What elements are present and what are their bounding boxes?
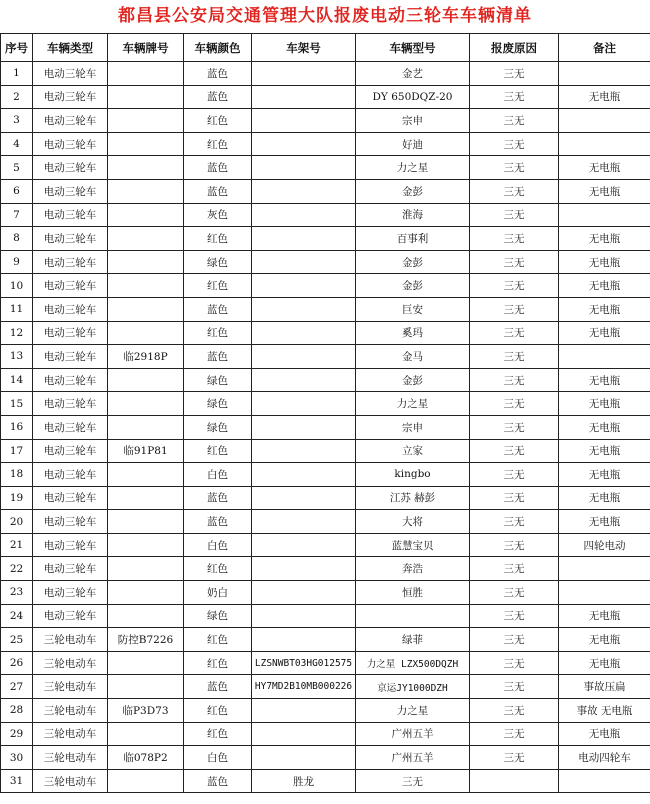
color-cell: 绿色 (184, 604, 252, 628)
table-row (1, 250, 650, 274)
seq-cell: 26 (1, 651, 33, 675)
table-row (1, 227, 650, 251)
seq-cell: 17 (1, 439, 33, 463)
vehicle-type-cell: 三轮电动车 (33, 769, 108, 793)
vehicle-type-cell: 电动三轮车 (33, 581, 108, 605)
plate-number-cell (108, 85, 184, 109)
model-cell: 奔浩 (356, 557, 470, 581)
color-cell: 绿色 (184, 415, 252, 439)
seq-cell: 1 (1, 62, 33, 86)
seq-cell: 29 (1, 722, 33, 746)
remark-cell: 无电瓶 (559, 415, 650, 439)
column-header: 序号 (1, 34, 33, 62)
color-cell: 绿色 (184, 392, 252, 416)
color-cell: 蓝色 (184, 62, 252, 86)
column-header: 备注 (559, 34, 650, 62)
color-cell: 红色 (184, 439, 252, 463)
reason-cell: 三无 (470, 675, 559, 699)
frame-number-cell (252, 109, 356, 133)
reason-cell: 三无 (470, 581, 559, 605)
color-cell: 红色 (184, 132, 252, 156)
seq-cell: 4 (1, 132, 33, 156)
reason-cell: 三无 (470, 628, 559, 652)
plate-number-cell (108, 486, 184, 510)
seq-cell: 10 (1, 274, 33, 298)
vehicle-type-cell: 电动三轮车 (33, 415, 108, 439)
model-cell: 金彭 (356, 274, 470, 298)
plate-number-cell (108, 557, 184, 581)
reason-cell: 三无 (470, 439, 559, 463)
remark-cell: 无电瓶 (559, 321, 650, 345)
vehicle-type-cell: 电动三轮车 (33, 297, 108, 321)
remark-cell: 无电瓶 (559, 651, 650, 675)
vehicle-type-cell: 电动三轮车 (33, 156, 108, 180)
frame-number-cell (252, 203, 356, 227)
remark-cell: 无电瓶 (559, 510, 650, 534)
plate-number-cell (108, 604, 184, 628)
frame-number-cell: LZSNWBT03HG012575 (252, 651, 356, 675)
reason-cell: 三无 (470, 415, 559, 439)
column-header: 车辆颜色 (184, 34, 252, 62)
model-cell: 好迪 (356, 132, 470, 156)
remark-cell: 无电瓶 (559, 463, 650, 487)
frame-number-cell (252, 250, 356, 274)
reason-cell: 三无 (470, 533, 559, 557)
vehicle-type-cell: 电动三轮车 (33, 486, 108, 510)
remark-cell: 无电瓶 (559, 368, 650, 392)
table-row (1, 486, 650, 510)
model-cell: 大将 (356, 510, 470, 534)
seq-cell: 9 (1, 250, 33, 274)
seq-cell: 22 (1, 557, 33, 581)
frame-number-cell (252, 62, 356, 86)
reason-cell: 三无 (470, 132, 559, 156)
vehicle-type-cell: 电动三轮车 (33, 274, 108, 298)
model-cell: 广州五羊 (356, 722, 470, 746)
frame-number-cell (252, 227, 356, 251)
seq-cell: 11 (1, 297, 33, 321)
reason-cell: 三无 (470, 486, 559, 510)
seq-cell: 30 (1, 746, 33, 770)
vehicle-type-cell: 三轮电动车 (33, 699, 108, 723)
color-cell: 红色 (184, 651, 252, 675)
remark-cell: 无电瓶 (559, 85, 650, 109)
seq-cell: 19 (1, 486, 33, 510)
seq-cell: 14 (1, 368, 33, 392)
table-row (1, 769, 650, 793)
color-cell: 蓝色 (184, 486, 252, 510)
reason-cell: 三无 (470, 345, 559, 369)
model-cell (356, 604, 470, 628)
frame-number-cell (252, 581, 356, 605)
plate-number-cell (108, 675, 184, 699)
reason-cell: 三无 (470, 109, 559, 133)
seq-cell: 27 (1, 675, 33, 699)
table-row (1, 699, 650, 723)
seq-cell: 28 (1, 699, 33, 723)
table-row (1, 722, 650, 746)
reason-cell: 三无 (470, 156, 559, 180)
remark-cell (559, 203, 650, 227)
vehicle-type-cell: 电动三轮车 (33, 392, 108, 416)
reason-cell (470, 769, 559, 793)
frame-number-cell (252, 179, 356, 203)
frame-number-cell (252, 85, 356, 109)
remark-cell: 无电瓶 (559, 486, 650, 510)
color-cell: 红色 (184, 557, 252, 581)
model-cell: 京运JY1000DZH (356, 675, 470, 699)
color-cell: 灰色 (184, 203, 252, 227)
vehicle-type-cell: 三轮电动车 (33, 675, 108, 699)
color-cell: 蓝色 (184, 179, 252, 203)
remark-cell (559, 109, 650, 133)
table-row (1, 274, 650, 298)
remark-cell (559, 345, 650, 369)
vehicle-type-cell: 电动三轮车 (33, 203, 108, 227)
reason-cell: 三无 (470, 274, 559, 298)
table-row (1, 392, 650, 416)
model-cell: 江苏 赫彭 (356, 486, 470, 510)
color-cell: 蓝色 (184, 297, 252, 321)
remark-cell: 事故 无电瓶 (559, 699, 650, 723)
remark-cell: 事故压扁 (559, 675, 650, 699)
frame-number-cell (252, 368, 356, 392)
remark-cell: 无电瓶 (559, 392, 650, 416)
table-row (1, 345, 650, 369)
reason-cell: 三无 (470, 85, 559, 109)
table-row (1, 439, 650, 463)
vehicle-type-cell: 电动三轮车 (33, 132, 108, 156)
plate-number-cell (108, 722, 184, 746)
vehicle-type-cell: 电动三轮车 (33, 368, 108, 392)
color-cell: 绿色 (184, 368, 252, 392)
plate-number-cell (108, 109, 184, 133)
table-row (1, 85, 650, 109)
seq-cell: 3 (1, 109, 33, 133)
vehicle-type-cell: 电动三轮车 (33, 604, 108, 628)
vehicle-type-cell: 电动三轮车 (33, 345, 108, 369)
color-cell: 白色 (184, 533, 252, 557)
remark-cell: 电动四轮车 (559, 746, 650, 770)
plate-number-cell (108, 368, 184, 392)
column-header: 车辆类型 (33, 34, 108, 62)
frame-number-cell (252, 746, 356, 770)
seq-cell: 16 (1, 415, 33, 439)
reason-cell: 三无 (470, 203, 559, 227)
reason-cell: 三无 (470, 227, 559, 251)
reason-cell: 三无 (470, 722, 559, 746)
reason-cell: 三无 (470, 557, 559, 581)
seq-cell: 24 (1, 604, 33, 628)
vehicle-type-cell: 电动三轮车 (33, 321, 108, 345)
remark-cell (559, 581, 650, 605)
table-row (1, 533, 650, 557)
vehicle-type-cell: 三轮电动车 (33, 628, 108, 652)
table-row (1, 297, 650, 321)
color-cell: 蓝色 (184, 510, 252, 534)
reason-cell: 三无 (470, 179, 559, 203)
model-cell: 巨安 (356, 297, 470, 321)
model-cell: 恒胜 (356, 581, 470, 605)
reason-cell: 三无 (470, 746, 559, 770)
frame-number-cell (252, 486, 356, 510)
seq-cell: 8 (1, 227, 33, 251)
vehicle-type-cell: 电动三轮车 (33, 62, 108, 86)
table-row (1, 415, 650, 439)
plate-number-cell (108, 274, 184, 298)
vehicle-type-cell: 电动三轮车 (33, 227, 108, 251)
seq-cell: 23 (1, 581, 33, 605)
plate-number-cell (108, 581, 184, 605)
model-cell: 金彭 (356, 179, 470, 203)
remark-cell (559, 769, 650, 793)
plate-number-cell (108, 321, 184, 345)
vehicle-type-cell: 电动三轮车 (33, 109, 108, 133)
vehicle-type-cell: 电动三轮车 (33, 533, 108, 557)
remark-cell: 无电瓶 (559, 250, 650, 274)
model-cell: 绿菲 (356, 628, 470, 652)
document-title: 都昌县公安局交通管理大队报废电动三轮车车辆清单 (118, 6, 532, 26)
reason-cell: 三无 (470, 699, 559, 723)
frame-number-cell (252, 722, 356, 746)
plate-number-cell (108, 179, 184, 203)
frame-number-cell (252, 321, 356, 345)
plate-number-cell: 临2918P (108, 345, 184, 369)
reason-cell: 三无 (470, 463, 559, 487)
table-row (1, 132, 650, 156)
remark-cell: 无电瓶 (559, 179, 650, 203)
frame-number-cell (252, 392, 356, 416)
model-cell: 三无 (356, 769, 470, 793)
color-cell: 白色 (184, 746, 252, 770)
remark-cell: 无电瓶 (559, 439, 650, 463)
remark-cell: 无电瓶 (559, 227, 650, 251)
table-row (1, 203, 650, 227)
seq-cell: 6 (1, 179, 33, 203)
color-cell: 红色 (184, 274, 252, 298)
frame-number-cell: HY7MD2B10MB000226 (252, 675, 356, 699)
table-row (1, 510, 650, 534)
frame-number-cell (252, 628, 356, 652)
plate-number-cell (108, 463, 184, 487)
seq-cell: 5 (1, 156, 33, 180)
table-row (1, 179, 650, 203)
frame-number-cell (252, 132, 356, 156)
color-cell: 蓝色 (184, 85, 252, 109)
model-cell: 广州五羊 (356, 746, 470, 770)
table-body (1, 62, 650, 793)
model-cell: 淮海 (356, 203, 470, 227)
seq-cell: 12 (1, 321, 33, 345)
plate-number-cell: 临P3D73 (108, 699, 184, 723)
seq-cell: 7 (1, 203, 33, 227)
plate-number-cell (108, 203, 184, 227)
column-header: 车辆型号 (356, 34, 470, 62)
table-row (1, 156, 650, 180)
model-cell: 宗申 (356, 415, 470, 439)
frame-number-cell: 胜龙 (252, 769, 356, 793)
reason-cell: 三无 (470, 250, 559, 274)
color-cell: 红色 (184, 628, 252, 652)
color-cell: 蓝色 (184, 156, 252, 180)
plate-number-cell (108, 250, 184, 274)
plate-number-cell (108, 769, 184, 793)
table-row (1, 628, 650, 652)
color-cell: 红色 (184, 321, 252, 345)
table-row (1, 109, 650, 133)
model-cell: 蓝慧宝贝 (356, 533, 470, 557)
remark-cell: 无电瓶 (559, 297, 650, 321)
reason-cell: 三无 (470, 62, 559, 86)
remark-cell: 无电瓶 (559, 722, 650, 746)
model-cell: 金艺 (356, 62, 470, 86)
table-row (1, 675, 650, 699)
model-cell: 奚玛 (356, 321, 470, 345)
seq-cell: 18 (1, 463, 33, 487)
plate-number-cell (108, 227, 184, 251)
frame-number-cell (252, 297, 356, 321)
frame-number-cell (252, 510, 356, 534)
column-header: 车辆牌号 (108, 34, 184, 62)
plate-number-cell (108, 415, 184, 439)
seq-cell: 31 (1, 769, 33, 793)
table-row (1, 368, 650, 392)
vehicle-type-cell: 电动三轮车 (33, 510, 108, 534)
remark-cell: 无电瓶 (559, 156, 650, 180)
plate-number-cell: 防控B7226 (108, 628, 184, 652)
frame-number-cell (252, 699, 356, 723)
vehicle-type-cell: 电动三轮车 (33, 463, 108, 487)
table-row (1, 604, 650, 628)
reason-cell: 三无 (470, 604, 559, 628)
column-header: 报废原因 (470, 34, 559, 62)
model-cell: DY 650DQZ-20 (356, 85, 470, 109)
model-cell: 力之星 (356, 392, 470, 416)
vehicle-type-cell: 电动三轮车 (33, 557, 108, 581)
frame-number-cell (252, 415, 356, 439)
plate-number-cell: 临91P81 (108, 439, 184, 463)
vehicle-type-cell: 电动三轮车 (33, 250, 108, 274)
plate-number-cell (108, 62, 184, 86)
model-cell: 金彭 (356, 368, 470, 392)
color-cell: 红色 (184, 699, 252, 723)
model-cell: 力之星 (356, 699, 470, 723)
vehicle-type-cell: 电动三轮车 (33, 85, 108, 109)
frame-number-cell (252, 345, 356, 369)
frame-number-cell (252, 604, 356, 628)
model-cell: 力之星 (356, 156, 470, 180)
model-cell: 宗申 (356, 109, 470, 133)
color-cell: 蓝色 (184, 769, 252, 793)
vehicle-type-cell: 电动三轮车 (33, 179, 108, 203)
plate-number-cell (108, 651, 184, 675)
model-cell: kingbo (356, 463, 470, 487)
reason-cell: 三无 (470, 651, 559, 675)
remark-cell: 无电瓶 (559, 274, 650, 298)
reason-cell: 三无 (470, 368, 559, 392)
plate-number-cell (108, 533, 184, 557)
model-cell: 金彭 (356, 250, 470, 274)
frame-number-cell (252, 439, 356, 463)
frame-number-cell (252, 533, 356, 557)
color-cell: 奶白 (184, 581, 252, 605)
remark-cell: 无电瓶 (559, 604, 650, 628)
plate-number-cell: 临078P2 (108, 746, 184, 770)
remark-cell: 无电瓶 (559, 628, 650, 652)
table-row (1, 746, 650, 770)
remark-cell (559, 62, 650, 86)
frame-number-cell (252, 463, 356, 487)
column-header: 车架号 (252, 34, 356, 62)
plate-number-cell (108, 297, 184, 321)
model-cell: 力之星 LZX500DQZH (356, 651, 470, 675)
color-cell: 红色 (184, 109, 252, 133)
frame-number-cell (252, 557, 356, 581)
table-header-row (1, 34, 650, 62)
table-row (1, 651, 650, 675)
remark-cell: 四轮电动 (559, 533, 650, 557)
seq-cell: 20 (1, 510, 33, 534)
plate-number-cell (108, 392, 184, 416)
plate-number-cell (108, 132, 184, 156)
reason-cell: 三无 (470, 510, 559, 534)
seq-cell: 13 (1, 345, 33, 369)
seq-cell: 2 (1, 85, 33, 109)
color-cell: 绿色 (184, 250, 252, 274)
vehicle-type-cell: 电动三轮车 (33, 439, 108, 463)
table-row (1, 557, 650, 581)
model-cell: 金马 (356, 345, 470, 369)
remark-cell (559, 557, 650, 581)
model-cell: 立家 (356, 439, 470, 463)
vehicle-type-cell: 三轮电动车 (33, 746, 108, 770)
seq-cell: 21 (1, 533, 33, 557)
table-row (1, 62, 650, 86)
plate-number-cell (108, 156, 184, 180)
color-cell: 白色 (184, 463, 252, 487)
reason-cell: 三无 (470, 297, 559, 321)
table-row (1, 463, 650, 487)
vehicle-type-cell: 三轮电动车 (33, 651, 108, 675)
table-row (1, 581, 650, 605)
vehicle-table (0, 33, 650, 793)
color-cell: 蓝色 (184, 675, 252, 699)
vehicle-type-cell: 三轮电动车 (33, 722, 108, 746)
color-cell: 红色 (184, 722, 252, 746)
reason-cell: 三无 (470, 321, 559, 345)
color-cell: 红色 (184, 227, 252, 251)
frame-number-cell (252, 156, 356, 180)
seq-cell: 25 (1, 628, 33, 652)
remark-cell (559, 132, 650, 156)
seq-cell: 15 (1, 392, 33, 416)
reason-cell: 三无 (470, 392, 559, 416)
plate-number-cell (108, 510, 184, 534)
model-cell: 百事利 (356, 227, 470, 251)
table-row (1, 321, 650, 345)
frame-number-cell (252, 274, 356, 298)
color-cell: 蓝色 (184, 345, 252, 369)
